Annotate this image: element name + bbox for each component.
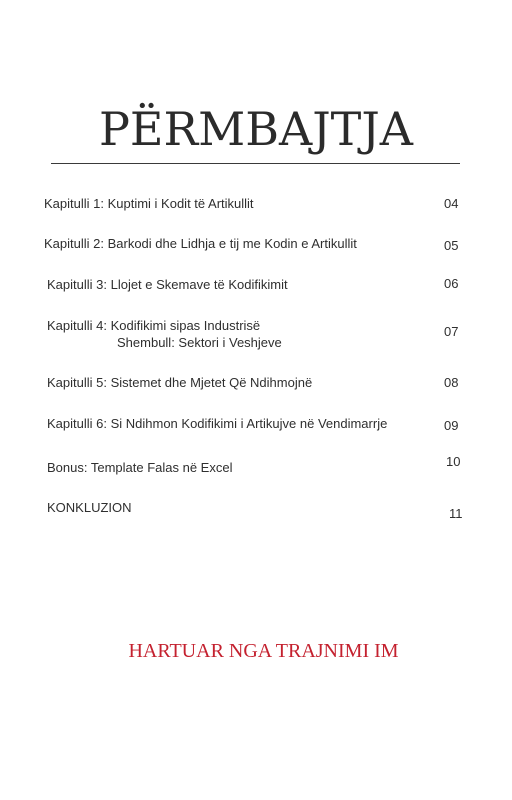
toc-entry-6-page: 09 xyxy=(444,418,459,433)
toc-entry-7-label: Bonus: Template Falas në Excel xyxy=(47,460,233,475)
footer-credit: HARTUAR NGA TRAJNIMI IM xyxy=(128,640,399,662)
toc-entry-1-label: Kapitulli 1: Kuptimi i Kodit të Artikullit xyxy=(44,196,254,211)
toc-entry-4-label: Kapitulli 4: Kodifikimi sipas Industrisë xyxy=(47,318,261,333)
toc-entry-6-label: Kapitulli 6: Si Ndihmon Kodifikimi i Artikujve në Vendimarrje xyxy=(47,416,388,431)
title-divider xyxy=(51,163,460,164)
toc-entry-5-page: 08 xyxy=(444,375,459,390)
toc-entry-4-page: 07 xyxy=(444,324,459,339)
toc-entry-8-page: 11 xyxy=(449,506,463,521)
toc-entry-3-label: Kapitulli 3: Llojet e Skemave të Kodifikimit xyxy=(47,277,288,292)
toc-entry-7-page: 10 xyxy=(446,454,461,469)
toc-entry-4-sublabel: Shembull: Sektori i Veshjeve xyxy=(117,335,282,350)
toc-entry-2-page: 05 xyxy=(444,238,459,253)
toc-entry-3-page: 06 xyxy=(444,276,459,291)
toc-entry-2-label: Kapitulli 2: Barkodi dhe Lidhja e tij me Kodin e Artikullit xyxy=(44,236,357,251)
toc-entry-5-label: Kapitulli 5: Sistemet dhe Mjetet Që Ndihmojnë xyxy=(47,375,313,390)
toc-entry-1-page: 04 xyxy=(444,196,459,211)
page-title: PËRMBAJTJA xyxy=(98,102,414,156)
toc-entry-8-label: KONKLUZION xyxy=(47,500,132,515)
